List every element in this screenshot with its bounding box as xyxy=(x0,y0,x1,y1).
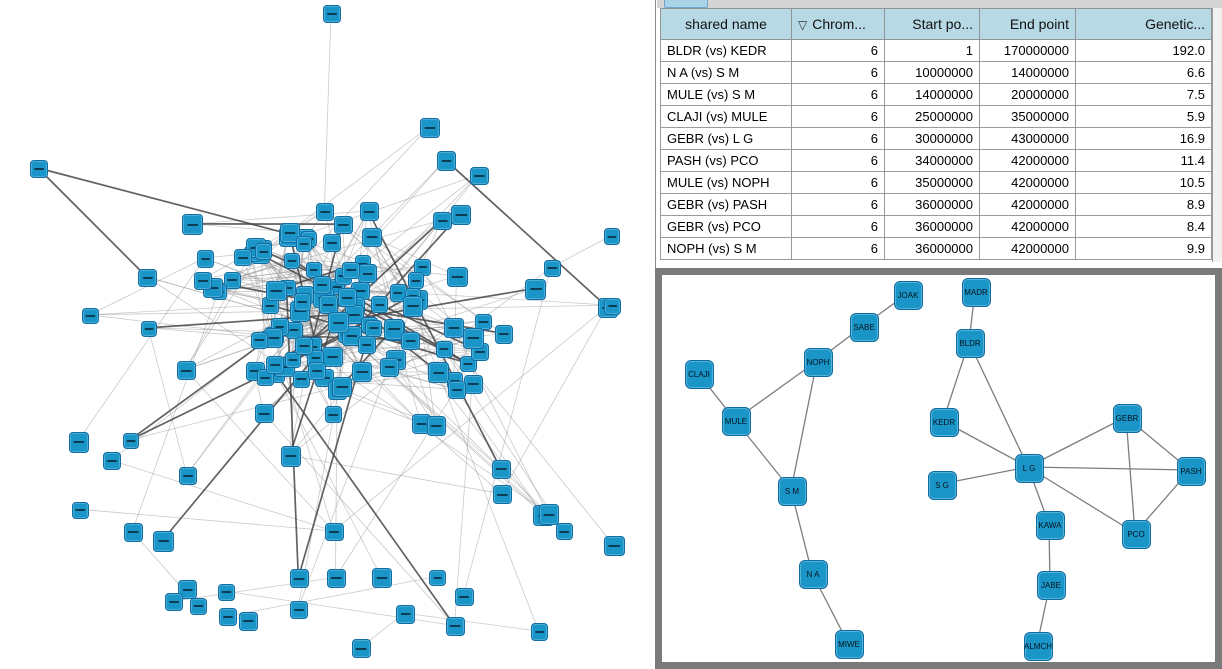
cell-value: 6 xyxy=(792,238,885,260)
table-row[interactable] xyxy=(661,128,1212,150)
network-node[interactable] xyxy=(218,584,235,601)
network-node[interactable] xyxy=(286,322,302,338)
network-node[interactable] xyxy=(165,593,183,611)
cell-value: 11.4 xyxy=(1076,150,1212,172)
cell-value: 6 xyxy=(792,106,885,128)
subnetwork-panel xyxy=(655,268,1222,669)
cell-value: 5.9 xyxy=(1076,106,1212,128)
subnetwork-edge[interactable] xyxy=(969,342,1028,467)
network-node-sabe[interactable]: SABE xyxy=(850,313,879,342)
network-node-kedr[interactable]: KEDR xyxy=(930,408,959,437)
network-node[interactable] xyxy=(316,203,334,221)
subnetwork-edge[interactable] xyxy=(1126,417,1135,533)
network-node[interactable] xyxy=(444,318,464,338)
column-header-label: Chrom... xyxy=(812,16,866,32)
cell-value: 6 xyxy=(792,84,885,106)
subnetwork-edge[interactable] xyxy=(791,361,817,490)
column-header-label: shared name xyxy=(685,16,767,32)
cell-shared-name: GEBR (vs) PCO xyxy=(661,216,792,238)
subnetwork-canvas[interactable] xyxy=(662,275,1215,662)
table-scrollbar-track[interactable] xyxy=(1212,8,1222,262)
cell-shared-name: MULE (vs) NOPH xyxy=(661,172,792,194)
network-node[interactable] xyxy=(82,308,99,325)
table-row[interactable] xyxy=(661,194,1212,216)
network-node[interactable] xyxy=(182,214,203,235)
network-node-claji[interactable]: CLAJI xyxy=(685,360,714,389)
network-node[interactable] xyxy=(325,406,342,423)
network-node[interactable] xyxy=(556,523,574,541)
large-network-edge xyxy=(111,460,333,531)
network-node[interactable] xyxy=(177,361,196,380)
network-node[interactable] xyxy=(463,328,484,349)
cell-value: 14000000 xyxy=(885,84,980,106)
column-header-label: Start po... xyxy=(912,16,973,32)
cell-shared-name: BLDR (vs) KEDR xyxy=(661,40,792,62)
cell-value: 170000000 xyxy=(980,40,1076,62)
network-node[interactable] xyxy=(352,362,372,382)
network-node[interactable] xyxy=(455,588,473,606)
network-node-n-a[interactable]: N A xyxy=(799,560,828,589)
subnetwork-edge[interactable] xyxy=(1028,467,1190,470)
cell-shared-name: NOPH (vs) S M xyxy=(661,238,792,260)
network-node[interactable] xyxy=(604,228,621,245)
column-header-chrom-[interactable] xyxy=(792,9,885,40)
network-node[interactable] xyxy=(365,320,382,337)
cell-shared-name: CLAJI (vs) MULE xyxy=(661,106,792,128)
column-header-shared-name[interactable] xyxy=(661,9,792,40)
network-node[interactable] xyxy=(342,262,359,279)
cell-shared-name: GEBR (vs) L G xyxy=(661,128,792,150)
network-node-almch[interactable]: ALMCH xyxy=(1024,632,1053,661)
cell-value: 7.5 xyxy=(1076,84,1212,106)
cell-value: 9.9 xyxy=(1076,238,1212,260)
network-node[interactable] xyxy=(179,467,197,485)
large-network-edge xyxy=(405,613,539,631)
column-header-genetic-[interactable] xyxy=(1076,9,1212,40)
network-node[interactable] xyxy=(30,160,48,178)
network-node[interactable] xyxy=(334,216,353,235)
network-node[interactable] xyxy=(470,167,489,186)
table-row[interactable] xyxy=(661,84,1212,106)
network-node[interactable] xyxy=(328,312,349,333)
cell-value: 35000000 xyxy=(980,106,1076,128)
cell-value: 10000000 xyxy=(885,62,980,84)
network-node[interactable] xyxy=(290,601,308,619)
network-node[interactable] xyxy=(323,5,341,23)
network-node[interactable] xyxy=(266,356,284,374)
cell-value: 43000000 xyxy=(980,128,1076,150)
cell-value: 6 xyxy=(792,40,885,62)
network-node[interactable] xyxy=(153,531,174,552)
network-node[interactable] xyxy=(103,452,121,470)
network-node[interactable] xyxy=(325,523,343,541)
network-node[interactable] xyxy=(448,381,466,399)
column-header-end-point[interactable] xyxy=(980,9,1076,40)
network-node[interactable] xyxy=(531,623,548,640)
network-node-miwe[interactable]: MIWE xyxy=(835,630,864,659)
network-node[interactable] xyxy=(433,212,452,231)
network-node[interactable] xyxy=(464,375,483,394)
network-node[interactable] xyxy=(436,341,453,358)
network-node[interactable] xyxy=(190,598,207,615)
network-node-s-g[interactable]: S G xyxy=(928,471,957,500)
network-node[interactable] xyxy=(420,118,440,138)
cell-value: 35000000 xyxy=(885,172,980,194)
network-node[interactable] xyxy=(604,298,621,315)
network-node[interactable] xyxy=(290,569,309,588)
cell-value: 30000000 xyxy=(885,128,980,150)
network-node-noph[interactable]: NOPH xyxy=(804,348,833,377)
large-network-edge xyxy=(263,413,454,626)
network-node[interactable] xyxy=(338,288,357,307)
network-node-l-g[interactable]: L G xyxy=(1015,454,1044,483)
table-row[interactable] xyxy=(661,172,1212,194)
network-node[interactable] xyxy=(255,404,274,423)
right-column xyxy=(655,0,1222,669)
column-header-label: Genetic... xyxy=(1145,16,1205,32)
network-node[interactable] xyxy=(69,432,90,453)
network-node[interactable] xyxy=(323,234,341,252)
large-network-edge xyxy=(422,266,548,513)
cell-value: 6 xyxy=(792,150,885,172)
network-node[interactable] xyxy=(396,605,415,624)
table-row[interactable] xyxy=(661,62,1212,84)
subnetwork-edge-layer xyxy=(662,275,1215,662)
filter-icon[interactable]: ▽ xyxy=(798,18,808,32)
large-network-edge xyxy=(148,328,187,475)
cell-value: 34000000 xyxy=(885,150,980,172)
table-row[interactable] xyxy=(661,238,1212,260)
cell-value: 14000000 xyxy=(980,62,1076,84)
network-node[interactable] xyxy=(539,504,559,524)
network-node[interactable] xyxy=(437,151,456,170)
network-node[interactable] xyxy=(266,281,286,301)
cell-value: 36000000 xyxy=(885,194,980,216)
large-network-edge xyxy=(38,168,147,277)
table-row[interactable] xyxy=(661,40,1212,62)
network-node-jabe[interactable]: JABE xyxy=(1037,571,1066,600)
network-node[interactable] xyxy=(451,205,471,225)
cell-value: 8.4 xyxy=(1076,216,1212,238)
network-node[interactable] xyxy=(358,336,376,354)
table-top-strip xyxy=(657,0,1222,8)
network-node[interactable] xyxy=(362,228,381,247)
network-node[interactable] xyxy=(401,332,420,351)
network-node[interactable] xyxy=(313,276,331,294)
network-node[interactable] xyxy=(544,260,561,277)
cell-shared-name: PASH (vs) PCO xyxy=(661,150,792,172)
network-node[interactable] xyxy=(251,332,268,349)
network-node[interactable] xyxy=(141,321,157,337)
network-node[interactable] xyxy=(332,377,352,397)
network-node[interactable] xyxy=(284,253,300,269)
edge-table-wrap xyxy=(660,8,1212,260)
cell-shared-name: N A (vs) S M xyxy=(661,62,792,84)
cell-value: 36000000 xyxy=(885,238,980,260)
network-node[interactable] xyxy=(294,293,312,311)
scrollbar-fragment[interactable] xyxy=(664,0,708,8)
cell-value: 42000000 xyxy=(980,150,1076,172)
cell-value: 42000000 xyxy=(980,238,1076,260)
network-node-kawa[interactable]: KAWA xyxy=(1036,511,1065,540)
cell-value: 6 xyxy=(792,216,885,238)
network-node[interactable] xyxy=(429,570,445,586)
cell-value: 6 xyxy=(792,194,885,216)
network-node[interactable] xyxy=(219,608,237,626)
cell-value: 6 xyxy=(792,62,885,84)
cell-value: 192.0 xyxy=(1076,40,1212,62)
network-node[interactable] xyxy=(360,202,379,221)
cell-value: 8.9 xyxy=(1076,194,1212,216)
table-header-row xyxy=(661,9,1212,40)
network-node[interactable] xyxy=(604,536,625,557)
network-node[interactable] xyxy=(380,358,399,377)
cell-value: 25000000 xyxy=(885,106,980,128)
large-network-edge xyxy=(225,591,454,625)
cell-value: 10.5 xyxy=(1076,172,1212,194)
cell-value: 42000000 xyxy=(980,194,1076,216)
network-node[interactable] xyxy=(239,612,258,631)
cell-value: 6 xyxy=(792,172,885,194)
edge-table-panel xyxy=(655,0,1222,268)
column-header-start-po-[interactable] xyxy=(885,9,980,40)
network-node-pash[interactable]: PASH xyxy=(1177,457,1206,486)
large-network-edge xyxy=(130,335,273,440)
large-network-edge xyxy=(324,13,331,211)
network-node[interactable] xyxy=(234,249,252,267)
network-node[interactable] xyxy=(371,296,388,313)
network-node[interactable] xyxy=(197,250,215,268)
network-node[interactable] xyxy=(525,279,546,300)
network-node-madr[interactable]: MADR xyxy=(962,278,991,307)
cell-value: 42000000 xyxy=(980,172,1076,194)
table-row[interactable] xyxy=(661,150,1212,172)
network-node-pco[interactable]: PCO xyxy=(1122,520,1151,549)
network-node[interactable] xyxy=(358,264,377,283)
network-node[interactable] xyxy=(428,362,449,383)
network-node-s-m[interactable]: S M xyxy=(778,477,807,506)
cell-value: 6.6 xyxy=(1076,62,1212,84)
large-network-edge xyxy=(38,168,305,238)
network-node[interactable] xyxy=(72,502,90,520)
table-row[interactable] xyxy=(661,216,1212,238)
network-node[interactable] xyxy=(124,523,143,542)
network-node[interactable] xyxy=(427,416,446,435)
cell-value: 36000000 xyxy=(885,216,980,238)
network-node-mule[interactable]: MULE xyxy=(722,407,751,436)
network-node[interactable] xyxy=(372,568,392,588)
cell-value: 1 xyxy=(885,40,980,62)
cell-value: 16.9 xyxy=(1076,128,1212,150)
network-node[interactable] xyxy=(352,639,372,659)
network-node[interactable] xyxy=(138,269,156,287)
network-node[interactable] xyxy=(403,296,424,317)
network-node[interactable] xyxy=(447,267,467,287)
network-node[interactable] xyxy=(492,460,511,479)
network-node[interactable] xyxy=(194,272,212,290)
cell-value: 42000000 xyxy=(980,216,1076,238)
network-node[interactable] xyxy=(495,325,514,344)
network-node-bldr[interactable]: BLDR xyxy=(956,329,985,358)
table-row[interactable] xyxy=(661,106,1212,128)
network-node[interactable] xyxy=(255,243,272,260)
cell-value: 20000000 xyxy=(980,84,1076,106)
network-node[interactable] xyxy=(408,272,425,289)
network-node[interactable] xyxy=(123,433,139,449)
network-node[interactable] xyxy=(308,362,326,380)
network-node[interactable] xyxy=(295,337,313,355)
network-node[interactable] xyxy=(327,569,346,588)
network-node[interactable] xyxy=(281,446,301,466)
network-node-gebr[interactable]: GEBR xyxy=(1113,404,1142,433)
cell-shared-name: GEBR (vs) PASH xyxy=(661,194,792,216)
large-network-edge xyxy=(502,307,607,494)
cell-value: 6 xyxy=(792,128,885,150)
network-node[interactable] xyxy=(446,617,465,636)
network-node-joak[interactable]: JOAK xyxy=(894,281,923,310)
column-header-label: End point xyxy=(1009,16,1069,32)
network-node[interactable] xyxy=(493,485,512,504)
cell-shared-name: MULE (vs) S M xyxy=(661,84,792,106)
edge-attribute-table xyxy=(660,8,1212,260)
network-node[interactable] xyxy=(296,236,312,252)
